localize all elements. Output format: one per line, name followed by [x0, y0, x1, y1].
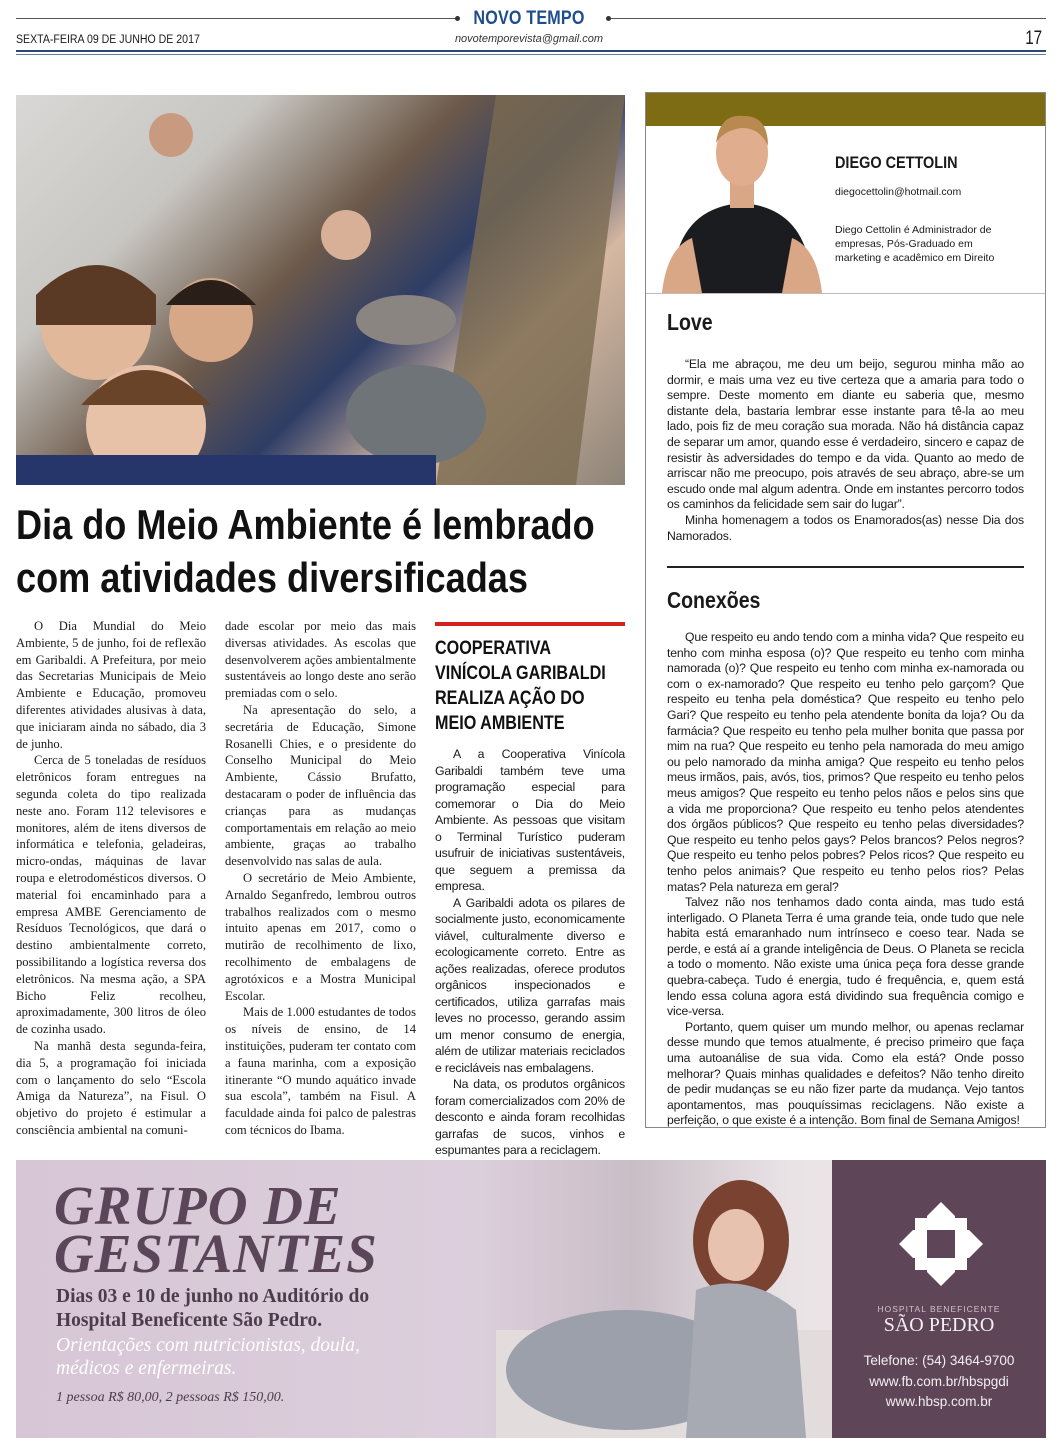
hospital-info-box — [832, 1160, 1046, 1438]
article-paragraph: O Dia Mundial do Meio Ambiente, 5 de junho, foi de reflexão em Garibaldi. A Prefeitura, por meio das Secretarias Municipais de Meio Ambiente e Educação, promoveu diferentes atividades alusivas à data, que iniciaram ainda no sábado, dia 3 de junho. — [16, 619, 206, 751]
ad-prices: 1 pessoa R$ 80,00, 2 pessoas R$ 150,00. — [56, 1390, 285, 1405]
article-photo-children-fish-exhibit — [16, 95, 625, 485]
ad-photo-pregnant-woman — [496, 1160, 836, 1438]
article-headline: Dia do Meio Ambiente é lembrado com atividades diversificadas — [16, 501, 595, 601]
hospital-phone: Telefone: (54) 3464-9700 — [863, 1353, 1015, 1368]
photo-illustration — [16, 95, 625, 485]
article-paragraph: dade escolar por meio das mais diversas atividades. As escolas que desenvolverem ações ambientalmente sustentáveis ao longo deste ano serão premiadas com o selo. — [225, 619, 416, 701]
header-double-rule — [16, 54, 1046, 55]
article-paragraph: Na apresentação do selo, a secretária de Educação, Simone Rosanelli Chies, e o presidente do Conselho Municipal do Meio Ambiente, Cássio Brufatto, destacaram o poder de influência das crianças para as mudanças comportamentais em relação ao meio ambiente, graças ao trabalho desenvolvido nas salas de aula. — [225, 702, 416, 869]
sidebar-paragraph: A Garibaldi adota os pilares de socialmente justo, economicamente viável, culturalmente diverso e ecologicamente correto. Entre as ações realizadas, oferece produtos orgânicos inspecionados e certificados, utiliza garrafas mais leves no processo, gerando assim um menor consumo de energia, além de utilizar materiais reciclados e recicláveis nas embalagens. — [435, 895, 625, 1075]
advertisement-grupo-gestantes[interactable] — [16, 1160, 1046, 1438]
sidebar-paragraph: A a Cooperativa Vinícola Garibaldi também teve uma programação especial para comemorar o Dia do Meio Ambiente. As pessoas que visitam o Terminal Turístico puderam usufruir de iniciativas sustentáveis, que seguem a premissa da empresa. — [435, 747, 625, 893]
header-double-rule — [16, 50, 1046, 52]
sidebar-body — [435, 746, 625, 1159]
author-name: DIEGO CETTOLIN — [835, 153, 958, 172]
love-paragraph: “Ela me abraçou, me deu um beijo, segurou minha mão ao dormir, e mais uma vez eu tive certeza que a amaria para todo o sempre. Deste momento em diante eu saberia que, mesmo distante dela, bastaria lembrar esse instante para tê-la ao meu lado, pois fiz de meu coração sua morada. Não há distância capaz de separar um amor, quando esse é verdadeiro, sincero e capaz de resistir às adversidades do tempo e da vida. Quanto ao medo de arriscar não me preocupo, pois através de seu abraço, abre-se um escudo onde mal algum adentra. Onde em instantes percorro todos os caminhos da felicidade sem sair do lugar”. — [667, 357, 1024, 512]
author-bio: Diego Cettolin é Administrador de empresas, Pós-Graduado em marketing e acadêmico em Direito — [835, 224, 995, 264]
newspaper-email: novotemporevista@gmail.com — [454, 33, 604, 45]
issue-date: SEXTA-FEIRA 09 DE JUNHO DE 2017 — [16, 34, 200, 46]
love-text — [667, 357, 1024, 544]
author-email: diegocettolin@hotmail.com — [835, 186, 962, 198]
article-column-2 — [225, 618, 416, 1139]
love-paragraph: Minha homenagem a todos os Enamorados(as) nesse Dia dos Namorados. — [667, 512, 1024, 543]
hospital-website-link[interactable]: www.hbsp.com.br — [885, 1394, 993, 1409]
sidebar-headline: COOPERATIVA VINÍCOLA GARIBALDI REALIZA AÇÃO DO MEIO AMBIENTE — [435, 638, 606, 734]
conexoes-paragraph: Que respeito eu ando tendo com a minha vida? Que respeito eu tenho com minha esposa (o)? Que respeito eu tenho com minha namorada (o)? Que respeito eu tenho com minha ex-namorada ou com o ex-namorado? Que respeito eu tenho pelo garçom? Que respeito eu tenha pela doméstica? Que respeito eu tenho pelo Gari? Que respeito eu tenho pela atendente bonita da loja? Ou da farmácia? Que respeito eu tenho pela mulher bonita que passa por mim na rua? Que respeito eu tenho pela namorada do meu amigo ou pelo namorado da minha amiga? Que respeito eu tenho pelos meus irmãos, pais, avós, tios, primos? Que respeito eu tenho pelos meus amigos? Que respeito eu tenho pelos nãos e pelos sins que a vida me proporciona? Que respeito eu tenho pelos atendentes dos órgãos públicos? Que respeito eu tenho pelas diversidades? Que respeito eu tenho pelos gays? Pelos brancos? Pelos negros? Que respeito eu tenho pelos pobres? Pelos ricos? Que respeito eu tenho pelos animais? Que respeito eu tenho pelos rios? Pelas matas? Pela natureza em geral? — [667, 630, 1024, 894]
ad-dates: Dias 03 e 10 de junho no Auditório do Hospital Beneficente São Pedro. — [56, 1286, 370, 1331]
ad-title-line: GRUPO DE — [54, 1175, 342, 1236]
article-paragraph: O secretário de Meio Ambiente, Arnaldo Seganfredo, lembrou outros trabalhos realizados com o mesmo intuito apenas em 2017, como o mutirão de recolhimento de lixo, recolhimento de embalagens de agrotóxicos e a Mostra Municipal Escolar. — [225, 870, 416, 1003]
sidebar-article — [435, 622, 625, 1169]
ad-description: Orientações com nutricionistas, doula, médicos e enfermeiras. — [56, 1335, 360, 1379]
hospital-facebook-link[interactable]: www.fb.com.br/hbspgdi — [869, 1374, 1009, 1389]
section-divider — [667, 566, 1024, 568]
article-paragraph: Mais de 1.000 estudantes de todos os níveis de ensino, de 14 instituições, puderam ter contato com a fauna marinha, com a exposição itinerante “O mundo aquático invade sua escola”, também na Fisul. A faculdade ainda foi palco de palestras com técnicos do Ibama. — [225, 1005, 416, 1137]
article-column-1 — [16, 618, 206, 1139]
sidebar-paragraph: Na data, os produtos orgânicos foram comercializados com 20% de desconto e ainda foram recolhidas garrafas de sucos, vinhos e espumantes para a reciclagem. — [435, 1077, 625, 1157]
love-title: Love — [667, 309, 713, 335]
author-portrait — [662, 98, 822, 293]
conexoes-title: Conexões — [667, 587, 761, 613]
hospital-label: HOSPITAL BENEFICENTE — [877, 1304, 1001, 1314]
conexoes-paragraph: Portanto, quem quiser um mundo melhor, ou apenas reclamar desse mundo que temos atualmente, é preciso primeiro que faça uma autoanálise de sua vida. Como ela está? Onde posso melhorar? Quais minhas qualidades e defeitos? Não tenho direito de pedir mudanças se eu não fizer parte da mudança. Vejo tantos apontamentos, mas pouquíssimas reciclagens. Não existe a perfeição, o que existe é a intenção. Bom final de Semana Amigos! — [667, 1019, 1024, 1128]
ad-title — [54, 1175, 378, 1284]
hospital-cross-logo-icon — [899, 1202, 983, 1286]
newspaper-brand: NOVO TEMPO — [473, 8, 585, 29]
opinion-column — [645, 92, 1046, 1128]
conexoes-text — [667, 630, 1024, 1129]
divider — [646, 293, 1045, 294]
conexoes-paragraph: Talvez não nos tenhamos dado conta ainda, mas tudo está interligado. O Planeta Terra é uma grande teia, onde tudo que nele habita está emaranhado num intrínseco e coeso tear. Nada se perde, e está aí a grande inteligência de Deus. O Planeta se recicla a todo o momento. Não existe uma única peça fora desse grande quebra-cabeça. Tudo é energia, tudo é frequência, e, quem está lendo essa coluna agora está dividindo sua frequência comigo e vice-versa. — [667, 895, 1024, 1019]
article-paragraph: Cerca de 5 toneladas de resíduos eletrônicos foram entregues na segunda coleta do tipo realizada neste ano. Foram 112 televisores e monitores, além de itens diversos de informática e telefonia, geladeiras, micro-ondas, máquinas de lavar roupa e eletrodomésticos diversos. O material foi encaminhado para a empresa AMBE Gerenciamento de Resíduos Tecnológicos, que dará o destino ambientalmente correto, possibilitando a logística reversa dos eletrônicos. Na mesma ação, a SPA Bicho Feliz recolheu, aproximadamente, 300 litros de óleo de cozinha usado. — [16, 753, 206, 1037]
hospital-name: SÃO PEDRO — [883, 1314, 995, 1336]
article-paragraph: Na manhã desta segunda-feira, dia 5, a programação foi iniciada com o lançamento do selo “Escola Amiga da Natureza”, na Fisul. O objetivo do projeto é estimular a consciência ambiental na comuni- — [16, 1038, 206, 1137]
ad-title-line: GESTANTES — [54, 1223, 378, 1284]
page-number: 17 — [1025, 28, 1042, 49]
